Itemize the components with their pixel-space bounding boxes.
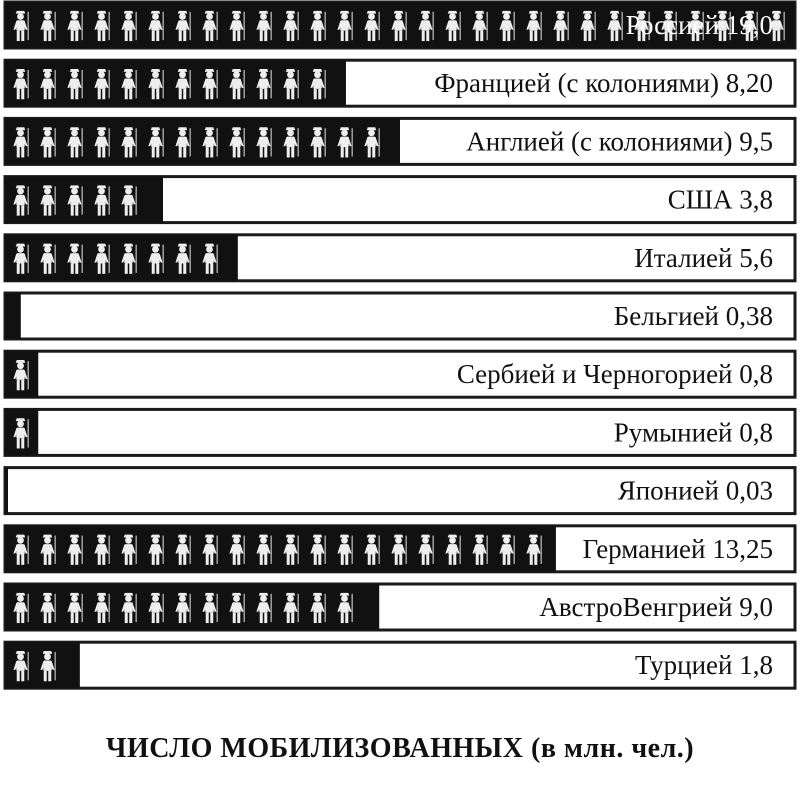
chart-row [5,351,795,397]
bar-label [614,417,773,447]
category-label: Францией (с колониями) [434,68,726,99]
category-label: Турцией [635,650,740,681]
chart-row [5,468,795,514]
value-label: 0,8 [739,359,773,390]
chart-row [5,584,795,630]
chart-row [5,177,795,223]
bar [5,293,21,339]
chart-row [5,235,795,281]
chart-row [5,409,795,455]
chart-row [5,293,795,339]
category-label: Румынией [613,417,740,448]
chart-caption: ЧИСЛО МОБИЛИЗОВАННЫХ (в млн. чел.) [105,733,695,764]
value-label: 1,8 [739,650,773,681]
chart-row [5,118,795,164]
bar-label [466,126,773,156]
chart-row [5,2,795,48]
bar-label [618,476,773,506]
category-label: Италией [634,242,740,273]
value-label: 13,25 [712,533,773,564]
chart-row [5,526,795,572]
category-label: Японией [617,475,726,506]
value-label: 19,0 [725,10,773,40]
category-label: Россией [625,10,726,40]
value-label: 3,8 [739,184,773,215]
value-label: 5,6 [739,242,773,273]
bar-label [539,592,773,622]
category-label: Бельгией [613,301,726,331]
category-label: Сербией и Черногорией [456,359,740,390]
bar-label [583,534,773,564]
category-label: Германией [582,533,713,564]
bar-label [635,650,773,680]
chart-row [5,60,795,106]
value-label: 0,8 [739,417,773,448]
value-label: 9,0 [739,592,773,622]
value-label: 0,03 [725,475,773,506]
bar-label [668,185,773,215]
bar-label [457,359,773,389]
bar-label [614,301,773,331]
category-label: Англией (с колониями) [466,126,740,157]
bar-label [626,10,773,40]
chart-row [5,642,795,688]
value-label: 8,20 [725,68,773,99]
bar [5,584,379,630]
category-label: АвстроВенгрией [539,592,740,622]
value-label: 0,38 [725,301,773,331]
bar-label [434,68,773,98]
category-label: США [667,184,740,215]
bar [5,235,238,281]
bar-label [634,243,773,273]
bar [5,468,8,514]
bar [5,526,556,572]
value-label: 9,5 [739,126,773,157]
